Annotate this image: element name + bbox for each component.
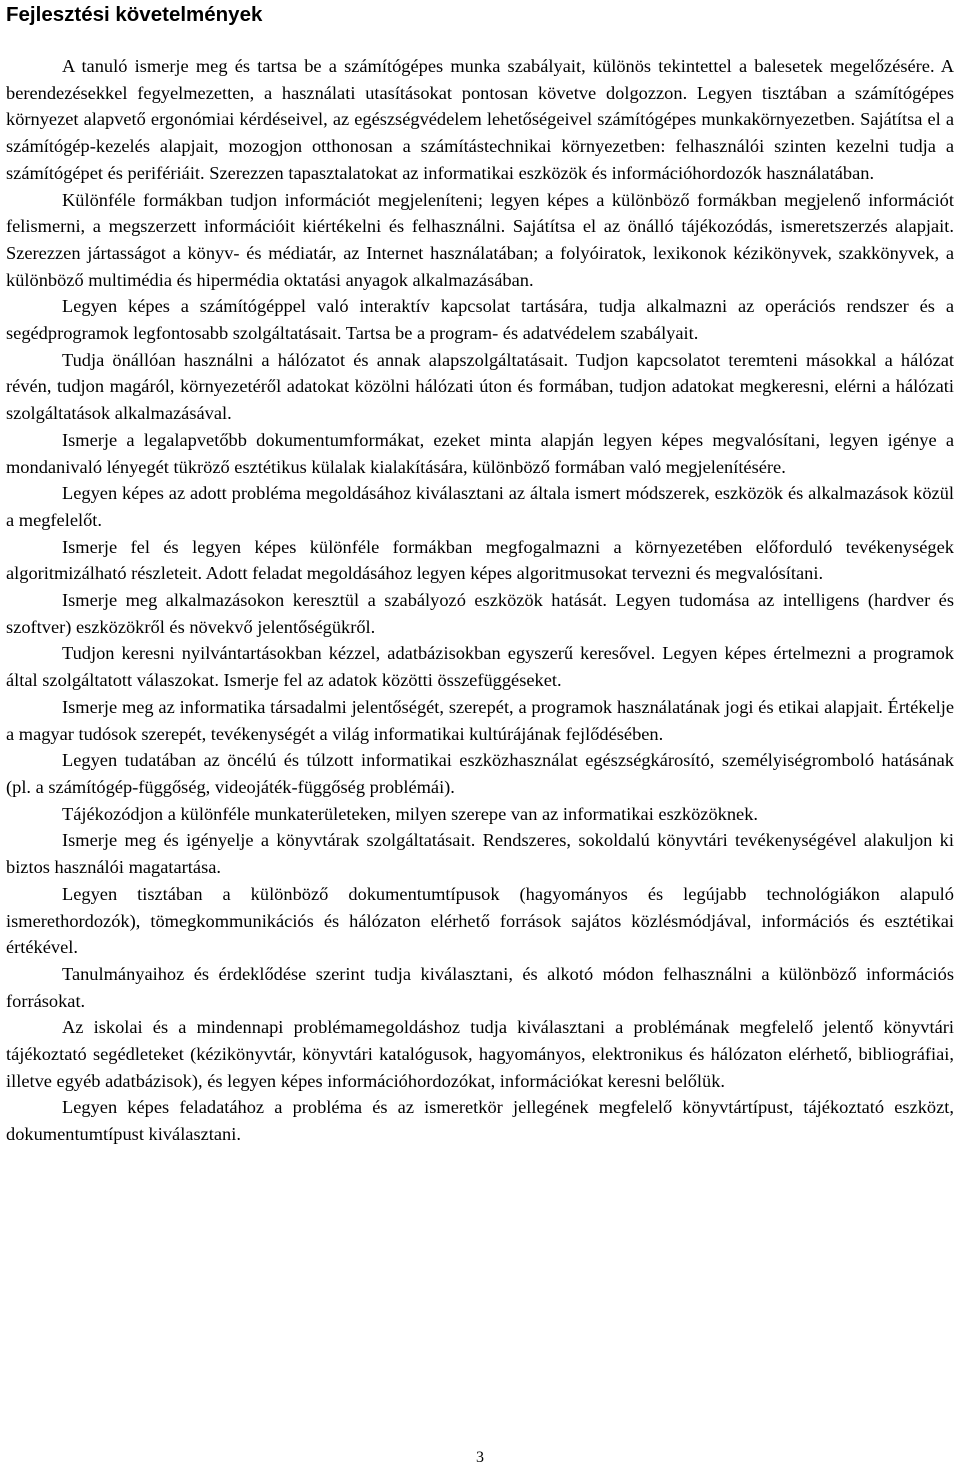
- paragraph: Ismerje meg és igényelje a könyvtárak szolgáltatásait. Rendszeres, sokoldalú könyvtári tevékenységével alakuljon ki biztos használói magatartása.: [6, 830, 954, 878]
- page-number: 3: [476, 1449, 484, 1466]
- paragraph: Ismerje a legalapvetőbb dokumentumformákat, ezeket minta alapján legyen képes megvalósítani, legyen igénye a mondanivaló lényegét tükröző esztétikus külalak kialakítására, különböző formában való megjelenítésére.: [6, 429, 954, 477]
- paragraph: Legyen tudatában az öncélú és túlzott informatikai eszközhasználat egészségkárosító, személyiségromboló hatásának (pl. a számítógép-függőség, videojáték-függőség problémái).: [6, 750, 954, 797]
- paragraph: Ismerje fel és legyen képes különféle formákban megfogalmazni a környezetében előforduló tevékenységek algoritmizálható részleteit. Adott feladat megoldásához legyen képes algoritmusokat tervezni és megvalósítani.: [6, 536, 954, 584]
- paragraph: Tájékozódjon a különféle munkaterületeken, milyen szerepe van az informatikai eszközöknek.: [62, 803, 759, 824]
- paragraph: Legyen képes az adott probléma megoldásához kiválasztani az általa ismert módszerek, eszközök és alkalmazások közül a megfelelőt.: [6, 483, 954, 530]
- paragraph: Tudja önállóan használni a hálózatot és annak alapszolgáltatásait. Tudjon kapcsolatot teremteni másokkal a hálózat révén, tudjon magáról, környezetéről adatokat közölni hálózati úton és formában, tudjon adatokat megkeresni, elérni a hálózati szolgáltatások alkalmazásával.: [6, 349, 954, 424]
- paragraph: Ismerje meg az informatika társadalmi jelentőségét, szerepét, a programok használatának jogi és etikai alapjait. Értékelje a magyar tudósok szerepét, tevékenységét a világ informatikai kultúrájának fejlődésében.: [6, 696, 954, 744]
- paragraph: Tudjon keresni nyilvántartásokban kézzel, adatbázisokban egyszerű keresővel. Legyen képes értelmezni a programok által szolgáltatott válaszokat. Ismerje fel az adatok közötti összefüggéseket.: [6, 643, 954, 691]
- paragraph: Legyen képes feladatához a probléma és az ismeretkör jellegének megfelelő könyvtártípust, tájékoztató eszközt, dokumentumtípust kiválasztani.: [6, 1097, 954, 1145]
- paragraph: Tanulmányaihoz és érdeklődése szerint tudja kiválasztani, és alkotó módon felhasználni a különböző információs forrásokat.: [6, 963, 954, 1011]
- section-title: Fejlesztési követelmények: [6, 3, 263, 26]
- paragraph: Az iskolai és a mindennapi problémamegoldáshoz tudja kiválasztani a problémának megfelelő jelentő könyvtári tájékoztató segédleteket (kézikönyvtár, könyvtári katalógusok, hagyományos, elektronikus és hálózaton elérhető, bibliográfiai, illetve egyéb adatbázisok), és legyen képes információhordozókat, információkat keresni belőlük.: [6, 1017, 954, 1091]
- paragraph: A tanuló ismerje meg és tartsa be a számítógépes munka szabályait, különös tekintettel a balesetek megelőzésére. A berendezésekkel fegyelmezetten, a használati utasításokat pontosan követve dolgozzon. Legyen tisztában a számítógépes környezet alapvető ergonómiai kérdéseivel, az egészségvédelem lehetőségeivel számítógépes munkakörnyezetben. Sajátítsa el a számítógép-kezelés alapjait, mozogjon otthonosan a számítástechnikai környezetben: felhasználói szinten kezelni tudja a számítógépet és perifériáit. Szerezzen tapasztalatokat az informatikai eszközök és információhordozók használatában.: [6, 56, 954, 183]
- paragraph: Különféle formákban tudjon információt megjeleníteni; legyen képes a különböző formákban megjelenő információt felismerni, a megszerzett információit kiértékelni és felhasználni. Sajátítsa el az önálló tájékozódás, ismeretszerzés alapjait. Szerezzen jártasságot a könyv- és médiatár, az Internet használatában; a folyóiratok, lexikonok kézikönyvek, szakkönyvek, a különböző multimédia és hipermédia oktatási anyagok alkalmazásában.: [6, 189, 954, 290]
- paragraph: Legyen tisztában a különböző dokumentumtípusok (hagyományos és legújabb technológiákon alapuló ismerethordozók), tömegkommunikációs és hálózaton elérhető források sajátos közlésmódjával, információs és esztétikai értékével.: [6, 883, 954, 958]
- document-page: [6, 0, 954, 1148]
- paragraph: Legyen képes a számítógéppel való interaktív kapcsolat tartására, tudja alkalmazni az operációs rendszer és a segédprogramok legfontosabb szolgáltatásait. Tartsa be a program- és adatvédelem szabályait.: [6, 296, 954, 344]
- document-body: [6, 53, 954, 1148]
- paragraph: Ismerje meg alkalmazásokon keresztül a szabályozó eszközök hatását. Legyen tudomása az intelligens (hardver és szoftver) eszközökről és növekvő jelentőségükről.: [6, 590, 954, 637]
